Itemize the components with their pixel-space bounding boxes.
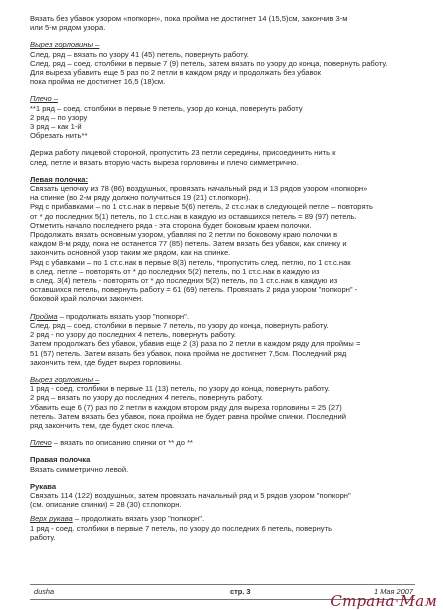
text-line: след. петле и вязать вторую часть выреза горловины и плечо симметрично.	[30, 157, 299, 167]
text-line: ряд закончить тем, где будет скос плеча.	[30, 420, 175, 430]
text-line: 3 ряд – как 1-й	[30, 122, 82, 132]
watermark-dot: ·	[394, 592, 400, 610]
section-heading: Правая полочка	[30, 455, 91, 465]
text-line: Продолжать вязать основным узором, убавляя по 2 петли по боковому краю полочки в	[30, 230, 338, 240]
text-line: Отметить начало последнего ряда - эта сторона будет боковым краем полочки.	[30, 220, 312, 230]
text-line: 2 ряд - по узору до последних 4 петель, повернуть работу.	[30, 330, 237, 340]
text-line: в след. петле – повторять от * до последних 5(2) петель, по 1 ст.с.нак в каждую из	[30, 266, 320, 276]
section-heading-line: Пройма – продолжать вязать узор "попкорн".	[30, 311, 189, 321]
spacer	[30, 86, 430, 94]
text-line: Затем продолжать без убавок, убавив еще 2 (3) раза по 2 петли в каждом ряду для проймы =	[30, 339, 361, 349]
text-line: работу.	[30, 532, 56, 542]
text-line: След. ряд – соед. столбики в первые 7 петель, по узору до конца, повернуть работу.	[30, 320, 329, 330]
text-line: След. ряд – вязать по узору 41 (45) петель, повернуть работу.	[30, 49, 249, 59]
spacer	[30, 474, 430, 482]
text-line: оставшихся петель, повернуть работу = 61 (69) петель. Провязать 2 ряда узором "попкорн" -	[30, 285, 358, 295]
footer-page-number: стр. 3	[230, 587, 251, 596]
spacer	[30, 367, 430, 375]
text-line: 1 ряд - соед. столбики в первые 11 (13) петель, по узору до конца, повернуть работу.	[30, 384, 330, 394]
text-line: **1 ряд – соед. столбики в первые 9 петель, узор до конца, повернуть работу	[30, 103, 303, 113]
section-heading: Вырез горловины –	[30, 40, 100, 50]
document-body	[30, 14, 430, 542]
text-line: 1 ряд - соед. столбики в первые 7 петель, по узору до последних 6 петель, повернуть	[30, 523, 333, 533]
text-line: Связать цепочку из 78 (86) воздушных, провязать начальный ряд и 13 рядов узором «попкорн»	[30, 184, 368, 194]
text-line: петель. Затем вязать без убавок, пока пройма не будет равна пройме спинки. Последний	[30, 411, 347, 421]
spacer	[30, 140, 430, 148]
text-line: Для выреза убавить еще 5 раз по 2 петли в каждом ряду и продолжать без убавок	[30, 68, 321, 78]
text-line: или 5-м рядом узора.	[30, 23, 106, 33]
text-line: 51 (57) петель. Затем вязать без убавок, пока пройма не достигнет 7,5см. Последний ряд	[30, 348, 347, 358]
text-line: Вязать без убавок узором «попкорн», пока пройма не достигнет 14 (15,5)см, закончив 3-м	[30, 14, 348, 23]
section-heading: Плечо –	[30, 94, 59, 104]
watermark-text-a: Страна	[330, 592, 395, 610]
text-line: Обрезать нить**	[30, 131, 88, 141]
text-line: Связать 114 (122) воздушных, затем провязать начальный ряд и 5 рядов узором "попкорн"	[30, 490, 351, 500]
spacer	[30, 447, 430, 455]
footer-author: dusha	[34, 587, 55, 596]
text-line: пока пройма не достигнет 16,5 (18)см.	[30, 77, 166, 87]
site-watermark	[330, 593, 437, 609]
text-line: закончить тем, где будет вырез горловины.	[30, 357, 183, 367]
footer-date: 1 Мая 2007	[374, 587, 413, 596]
section-heading: Вырез горловины –	[30, 374, 100, 384]
watermark-text-b: Мам	[399, 592, 437, 610]
text-line: (см. описание спинки) = 28 (30) ст.попкорн.	[30, 500, 182, 510]
spacer	[30, 304, 430, 312]
text-line: закончить основной узор таким же рядом, как на спинке.	[30, 248, 231, 258]
spacer	[30, 32, 430, 40]
text-line: в след. 3(4) петель - повторять от * до последних 5(2) петель, по 1 ст.с.нак в каждую из	[30, 276, 338, 286]
text-line: След. ряд – соед. столбики в первые 7 (9) петель, затем вязать по узору до конца, повернуть работу.	[30, 58, 388, 68]
spacer	[30, 430, 430, 438]
text-line: от * до последних 5(1) петель, по 1 ст.с.нак в каждую из оставшихся петель = 89 (97) петель.	[30, 211, 357, 221]
text-line: Ряд с прибавками – по 1 ст.с.нак в первые 5(6) петель, 2 ст.с.нак в следующей петле – повторять	[30, 202, 373, 212]
text-line: боковой край полочки закончен.	[30, 294, 144, 304]
text-line: Держа работу лицевой стороной, пропустить 23 петли середины, присоединить нить к	[30, 148, 336, 158]
text-line: 2 ряд – по узору	[30, 112, 88, 122]
text-line: 2 ряд – вязать по узору до последних 4 петель, повернуть работу.	[30, 393, 263, 403]
section-heading: Левая полочка:	[30, 174, 89, 184]
section-heading-line: Плечо – вязать по описанию спинки от ** до **	[30, 438, 193, 448]
text-line: Ряд с убавками – по 1 ст.с.нак в первые 8(3) петель, *пропустить след. петлю, по 1 ст.с.нак	[30, 257, 351, 267]
text-line: Убавить еще 6 (7) раз по 2 петли в каждом втором ряду для выреза горловины = 25 (27)	[30, 402, 342, 412]
text-line: каждом 8-м ряду, пока не останется 77 (85) петель. Затем вязать без убавок, как спинку и	[30, 239, 347, 249]
spacer	[30, 167, 430, 175]
section-heading: Рукава	[30, 481, 57, 491]
text-line: Вязать симметрично левой.	[30, 464, 129, 474]
text-line: на спинке (во 2-м ряду должно получиться 19 (21) ст.попкорн).	[30, 193, 251, 203]
section-heading-line: Верх рукава – продолжать вязать узор "попкорн".	[30, 514, 205, 524]
